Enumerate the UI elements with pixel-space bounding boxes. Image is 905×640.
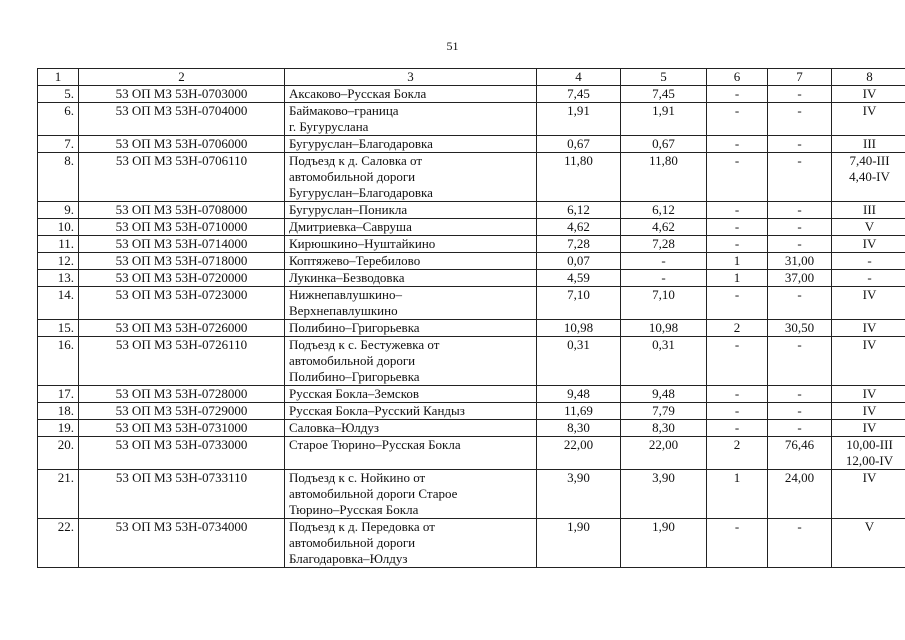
road-name-line: Аксаково–Русская Бокла bbox=[289, 86, 427, 101]
road-category bbox=[832, 420, 905, 437]
table-row bbox=[38, 519, 905, 568]
road-code: 53 ОП МЗ 53Н-0733110 bbox=[79, 470, 285, 519]
road-name bbox=[285, 470, 537, 519]
road-name-line: автомобильной дороги Старое bbox=[289, 486, 458, 501]
length-total: 11,80 bbox=[537, 153, 621, 202]
road-code: 53 ОП МЗ 53Н-0733000 bbox=[79, 437, 285, 470]
road-category-line: III bbox=[863, 136, 876, 151]
road-name bbox=[285, 403, 537, 420]
road-category bbox=[832, 270, 905, 287]
road-code: 53 ОП МЗ 53Н-0734000 bbox=[79, 519, 285, 568]
road-code: 53 ОП МЗ 53Н-0718000 bbox=[79, 253, 285, 270]
header-col-4: 4 bbox=[537, 69, 621, 86]
road-name-line: Бугуруслан–Благодаровка bbox=[289, 185, 433, 200]
road-name bbox=[285, 287, 537, 320]
road-category bbox=[832, 519, 905, 568]
road-category bbox=[832, 386, 905, 403]
row-number: 15. bbox=[38, 320, 79, 337]
length-total: 11,69 bbox=[537, 403, 621, 420]
road-category-line: 12,00-IV bbox=[845, 453, 894, 468]
length-paved: 7,10 bbox=[621, 287, 707, 320]
row-number: 20. bbox=[38, 437, 79, 470]
bridge-length: 30,50 bbox=[768, 320, 832, 337]
page-number: 51 bbox=[446, 39, 459, 53]
road-category-line: IV bbox=[862, 403, 877, 418]
table-row bbox=[38, 202, 905, 219]
road-name-line: Полибино–Григорьевка bbox=[289, 320, 420, 335]
road-name bbox=[285, 202, 537, 219]
road-name-line: Верхнепавлушкино bbox=[289, 303, 398, 318]
length-paved: 9,48 bbox=[621, 386, 707, 403]
road-name-line: Подъезд к с. Бестужевка от bbox=[289, 337, 440, 352]
road-name-line: автомобильной дороги bbox=[289, 535, 416, 550]
road-category bbox=[832, 236, 905, 253]
bridge-length: 24,00 bbox=[768, 470, 832, 519]
bridge-length: - bbox=[768, 519, 832, 568]
table-row bbox=[38, 386, 905, 403]
length-total: 1,91 bbox=[537, 103, 621, 136]
table-row bbox=[38, 153, 905, 202]
road-name-line: Тюрино–Русская Бокла bbox=[289, 502, 419, 517]
row-number: 10. bbox=[38, 219, 79, 236]
road-category-line: IV bbox=[862, 420, 877, 435]
road-name bbox=[285, 386, 537, 403]
road-code: 53 ОП МЗ 53Н-0704000 bbox=[79, 103, 285, 136]
road-name-line: Бугуруслан–Поникла bbox=[289, 202, 408, 217]
table-row bbox=[38, 253, 905, 270]
length-total: 7,45 bbox=[537, 86, 621, 103]
road-code: 53 ОП МЗ 53Н-0710000 bbox=[79, 219, 285, 236]
road-name bbox=[285, 136, 537, 153]
table-header-row bbox=[38, 69, 905, 86]
row-number: 17. bbox=[38, 386, 79, 403]
table-row bbox=[38, 287, 905, 320]
length-total: 0,31 bbox=[537, 337, 621, 386]
bridge-length: - bbox=[768, 403, 832, 420]
road-name-line: Старое Тюрино–Русская Бокла bbox=[289, 437, 461, 452]
bridge-length: - bbox=[768, 202, 832, 219]
header-col-7: 7 bbox=[768, 69, 832, 86]
row-number: 13. bbox=[38, 270, 79, 287]
road-code: 53 ОП МЗ 53Н-0714000 bbox=[79, 236, 285, 253]
bridge-length: 76,46 bbox=[768, 437, 832, 470]
bridge-count: - bbox=[707, 86, 768, 103]
bridge-length: - bbox=[768, 386, 832, 403]
road-category bbox=[832, 403, 905, 420]
length-total: 6,12 bbox=[537, 202, 621, 219]
row-number: 9. bbox=[38, 202, 79, 219]
road-category bbox=[832, 437, 905, 470]
bridge-count: - bbox=[707, 153, 768, 202]
row-number: 19. bbox=[38, 420, 79, 437]
bridge-length: - bbox=[768, 153, 832, 202]
road-category bbox=[832, 153, 905, 202]
bridge-count: 2 bbox=[707, 437, 768, 470]
row-number: 7. bbox=[38, 136, 79, 153]
bridge-length: 31,00 bbox=[768, 253, 832, 270]
bridge-length: - bbox=[768, 337, 832, 386]
road-category-line: IV bbox=[862, 86, 877, 101]
road-category bbox=[832, 337, 905, 386]
length-paved: 7,28 bbox=[621, 236, 707, 253]
header-col-8: 8 bbox=[832, 69, 905, 86]
table-row bbox=[38, 136, 905, 153]
length-paved: 1,91 bbox=[621, 103, 707, 136]
table-row bbox=[38, 337, 905, 386]
bridge-count: - bbox=[707, 103, 768, 136]
bridge-length: 37,00 bbox=[768, 270, 832, 287]
length-total: 10,98 bbox=[537, 320, 621, 337]
length-paved: - bbox=[621, 253, 707, 270]
length-paved: 3,90 bbox=[621, 470, 707, 519]
road-category bbox=[832, 219, 905, 236]
header-col-1: 1 bbox=[38, 69, 79, 86]
table-row bbox=[38, 437, 905, 470]
road-category-line: IV bbox=[862, 386, 877, 401]
road-name-line: Дмитриевка–Савруша bbox=[289, 219, 412, 234]
bridge-count: - bbox=[707, 219, 768, 236]
row-number: 18. bbox=[38, 403, 79, 420]
header-col-6: 6 bbox=[707, 69, 768, 86]
road-name bbox=[285, 420, 537, 437]
road-category bbox=[832, 470, 905, 519]
row-number: 14. bbox=[38, 287, 79, 320]
road-category-line: V bbox=[864, 219, 875, 234]
road-name-line: Русская Бокла–Русский Кандыз bbox=[289, 403, 465, 418]
road-name bbox=[285, 236, 537, 253]
length-total: 9,48 bbox=[537, 386, 621, 403]
road-code: 53 ОП МЗ 53Н-0720000 bbox=[79, 270, 285, 287]
bridge-length: - bbox=[768, 136, 832, 153]
row-number: 16. bbox=[38, 337, 79, 386]
bridge-count: - bbox=[707, 386, 768, 403]
length-total: 1,90 bbox=[537, 519, 621, 568]
table-row bbox=[38, 86, 905, 103]
road-category bbox=[832, 103, 905, 136]
row-number: 22. bbox=[38, 519, 79, 568]
length-total: 22,00 bbox=[537, 437, 621, 470]
row-number: 12. bbox=[38, 253, 79, 270]
road-name bbox=[285, 270, 537, 287]
bridge-count: - bbox=[707, 236, 768, 253]
length-total: 7,28 bbox=[537, 236, 621, 253]
road-category-line: V bbox=[864, 519, 875, 534]
bridge-count: - bbox=[707, 287, 768, 320]
length-paved: 0,31 bbox=[621, 337, 707, 386]
road-code: 53 ОП МЗ 53Н-0703000 bbox=[79, 86, 285, 103]
road-name-line: Подъезд к д. Саловка от bbox=[289, 153, 423, 168]
road-name bbox=[285, 437, 537, 470]
header-col-2: 2 bbox=[79, 69, 285, 86]
road-category bbox=[832, 287, 905, 320]
road-name bbox=[285, 86, 537, 103]
road-category-line: 7,40-III bbox=[849, 153, 890, 168]
road-name-line: Баймаково–граница bbox=[289, 103, 399, 118]
bridge-count: - bbox=[707, 337, 768, 386]
row-number: 11. bbox=[38, 236, 79, 253]
road-name-line: Нижнепавлушкино– bbox=[289, 287, 402, 302]
table-row bbox=[38, 420, 905, 437]
road-category bbox=[832, 202, 905, 219]
row-number: 5. bbox=[38, 86, 79, 103]
length-paved: 6,12 bbox=[621, 202, 707, 219]
length-paved: 4,62 bbox=[621, 219, 707, 236]
road-name bbox=[285, 219, 537, 236]
table-row bbox=[38, 236, 905, 253]
road-code: 53 ОП МЗ 53Н-0706110 bbox=[79, 153, 285, 202]
length-total: 4,59 bbox=[537, 270, 621, 287]
road-category-line: III bbox=[863, 202, 876, 217]
row-number: 21. bbox=[38, 470, 79, 519]
road-code: 53 ОП МЗ 53Н-0723000 bbox=[79, 287, 285, 320]
road-name bbox=[285, 153, 537, 202]
road-name-line: Подъезд к д. Передовка от bbox=[289, 519, 435, 534]
road-category-line: 4,40-IV bbox=[849, 169, 890, 184]
length-total: 4,62 bbox=[537, 219, 621, 236]
road-name-line: г. Бугуруслана bbox=[289, 119, 369, 134]
road-name-line: Русская Бокла–Земсков bbox=[289, 386, 419, 401]
bridge-length: - bbox=[768, 219, 832, 236]
row-number: 6. bbox=[38, 103, 79, 136]
road-name bbox=[285, 253, 537, 270]
length-paved: 1,90 bbox=[621, 519, 707, 568]
length-total: 8,30 bbox=[537, 420, 621, 437]
road-code: 53 ОП МЗ 53Н-0731000 bbox=[79, 420, 285, 437]
length-total: 0,67 bbox=[537, 136, 621, 153]
road-name bbox=[285, 519, 537, 568]
table-row bbox=[38, 219, 905, 236]
road-code: 53 ОП МЗ 53Н-0706000 bbox=[79, 136, 285, 153]
road-category-line: 10,00-III bbox=[846, 437, 893, 452]
bridge-length: - bbox=[768, 103, 832, 136]
road-name-line: Кирюшкино–Нуштайкино bbox=[289, 236, 436, 251]
road-name-line: Благодаровка–Юлдуз bbox=[289, 551, 408, 566]
length-paved: 11,80 bbox=[621, 153, 707, 202]
table-row bbox=[38, 320, 905, 337]
bridge-count: - bbox=[707, 420, 768, 437]
road-name-line: Саловка–Юлдуз bbox=[289, 420, 379, 435]
length-total: 3,90 bbox=[537, 470, 621, 519]
road-category-line: - bbox=[867, 270, 872, 285]
road-code: 53 ОП МЗ 53Н-0729000 bbox=[79, 403, 285, 420]
length-total: 7,10 bbox=[537, 287, 621, 320]
road-name-line: автомобильной дороги bbox=[289, 353, 416, 368]
road-category-line: IV bbox=[862, 287, 877, 302]
length-paved: - bbox=[621, 270, 707, 287]
road-name-line: Лукинка–Безводовка bbox=[289, 270, 405, 285]
bridge-count: - bbox=[707, 136, 768, 153]
length-paved: 7,79 bbox=[621, 403, 707, 420]
bridge-length: - bbox=[768, 236, 832, 253]
table-row bbox=[38, 270, 905, 287]
table-body bbox=[38, 86, 905, 568]
header-col-5: 5 bbox=[621, 69, 707, 86]
road-name-line: Бугуруслан–Благодаровка bbox=[289, 136, 433, 151]
road-category-line: - bbox=[867, 253, 872, 268]
length-total: 0,07 bbox=[537, 253, 621, 270]
road-code: 53 ОП МЗ 53Н-0708000 bbox=[79, 202, 285, 219]
table-row bbox=[38, 403, 905, 420]
road-category bbox=[832, 136, 905, 153]
road-category-line: IV bbox=[862, 320, 877, 335]
bridge-count: 1 bbox=[707, 470, 768, 519]
roads-table bbox=[37, 68, 905, 568]
bridge-count: 1 bbox=[707, 270, 768, 287]
bridge-count: - bbox=[707, 202, 768, 219]
bridge-count: - bbox=[707, 519, 768, 568]
bridge-count: 1 bbox=[707, 253, 768, 270]
road-category bbox=[832, 320, 905, 337]
bridge-length: - bbox=[768, 420, 832, 437]
header-col-3: 3 bbox=[285, 69, 537, 86]
bridge-count: 2 bbox=[707, 320, 768, 337]
row-number: 8. bbox=[38, 153, 79, 202]
road-name-line: Полибино–Григорьевка bbox=[289, 369, 420, 384]
road-category-line: IV bbox=[862, 470, 877, 485]
road-name bbox=[285, 337, 537, 386]
table-row bbox=[38, 470, 905, 519]
road-category bbox=[832, 86, 905, 103]
road-name-line: автомобильной дороги bbox=[289, 169, 416, 184]
road-category bbox=[832, 253, 905, 270]
road-name bbox=[285, 103, 537, 136]
road-code: 53 ОП МЗ 53Н-0726110 bbox=[79, 337, 285, 386]
road-name-line: Подъезд к с. Нойкино от bbox=[289, 470, 426, 485]
bridge-length: - bbox=[768, 86, 832, 103]
road-code: 53 ОП МЗ 53Н-0726000 bbox=[79, 320, 285, 337]
length-paved: 7,45 bbox=[621, 86, 707, 103]
road-name-line: Коптяжево–Теребилово bbox=[289, 253, 421, 268]
table-row bbox=[38, 103, 905, 136]
length-paved: 0,67 bbox=[621, 136, 707, 153]
length-paved: 22,00 bbox=[621, 437, 707, 470]
bridge-length: - bbox=[768, 287, 832, 320]
road-category-line: IV bbox=[862, 337, 877, 352]
road-name bbox=[285, 320, 537, 337]
length-paved: 10,98 bbox=[621, 320, 707, 337]
road-code: 53 ОП МЗ 53Н-0728000 bbox=[79, 386, 285, 403]
length-paved: 8,30 bbox=[621, 420, 707, 437]
road-category-line: IV bbox=[862, 236, 877, 251]
bridge-count: - bbox=[707, 403, 768, 420]
road-category-line: IV bbox=[862, 103, 877, 118]
